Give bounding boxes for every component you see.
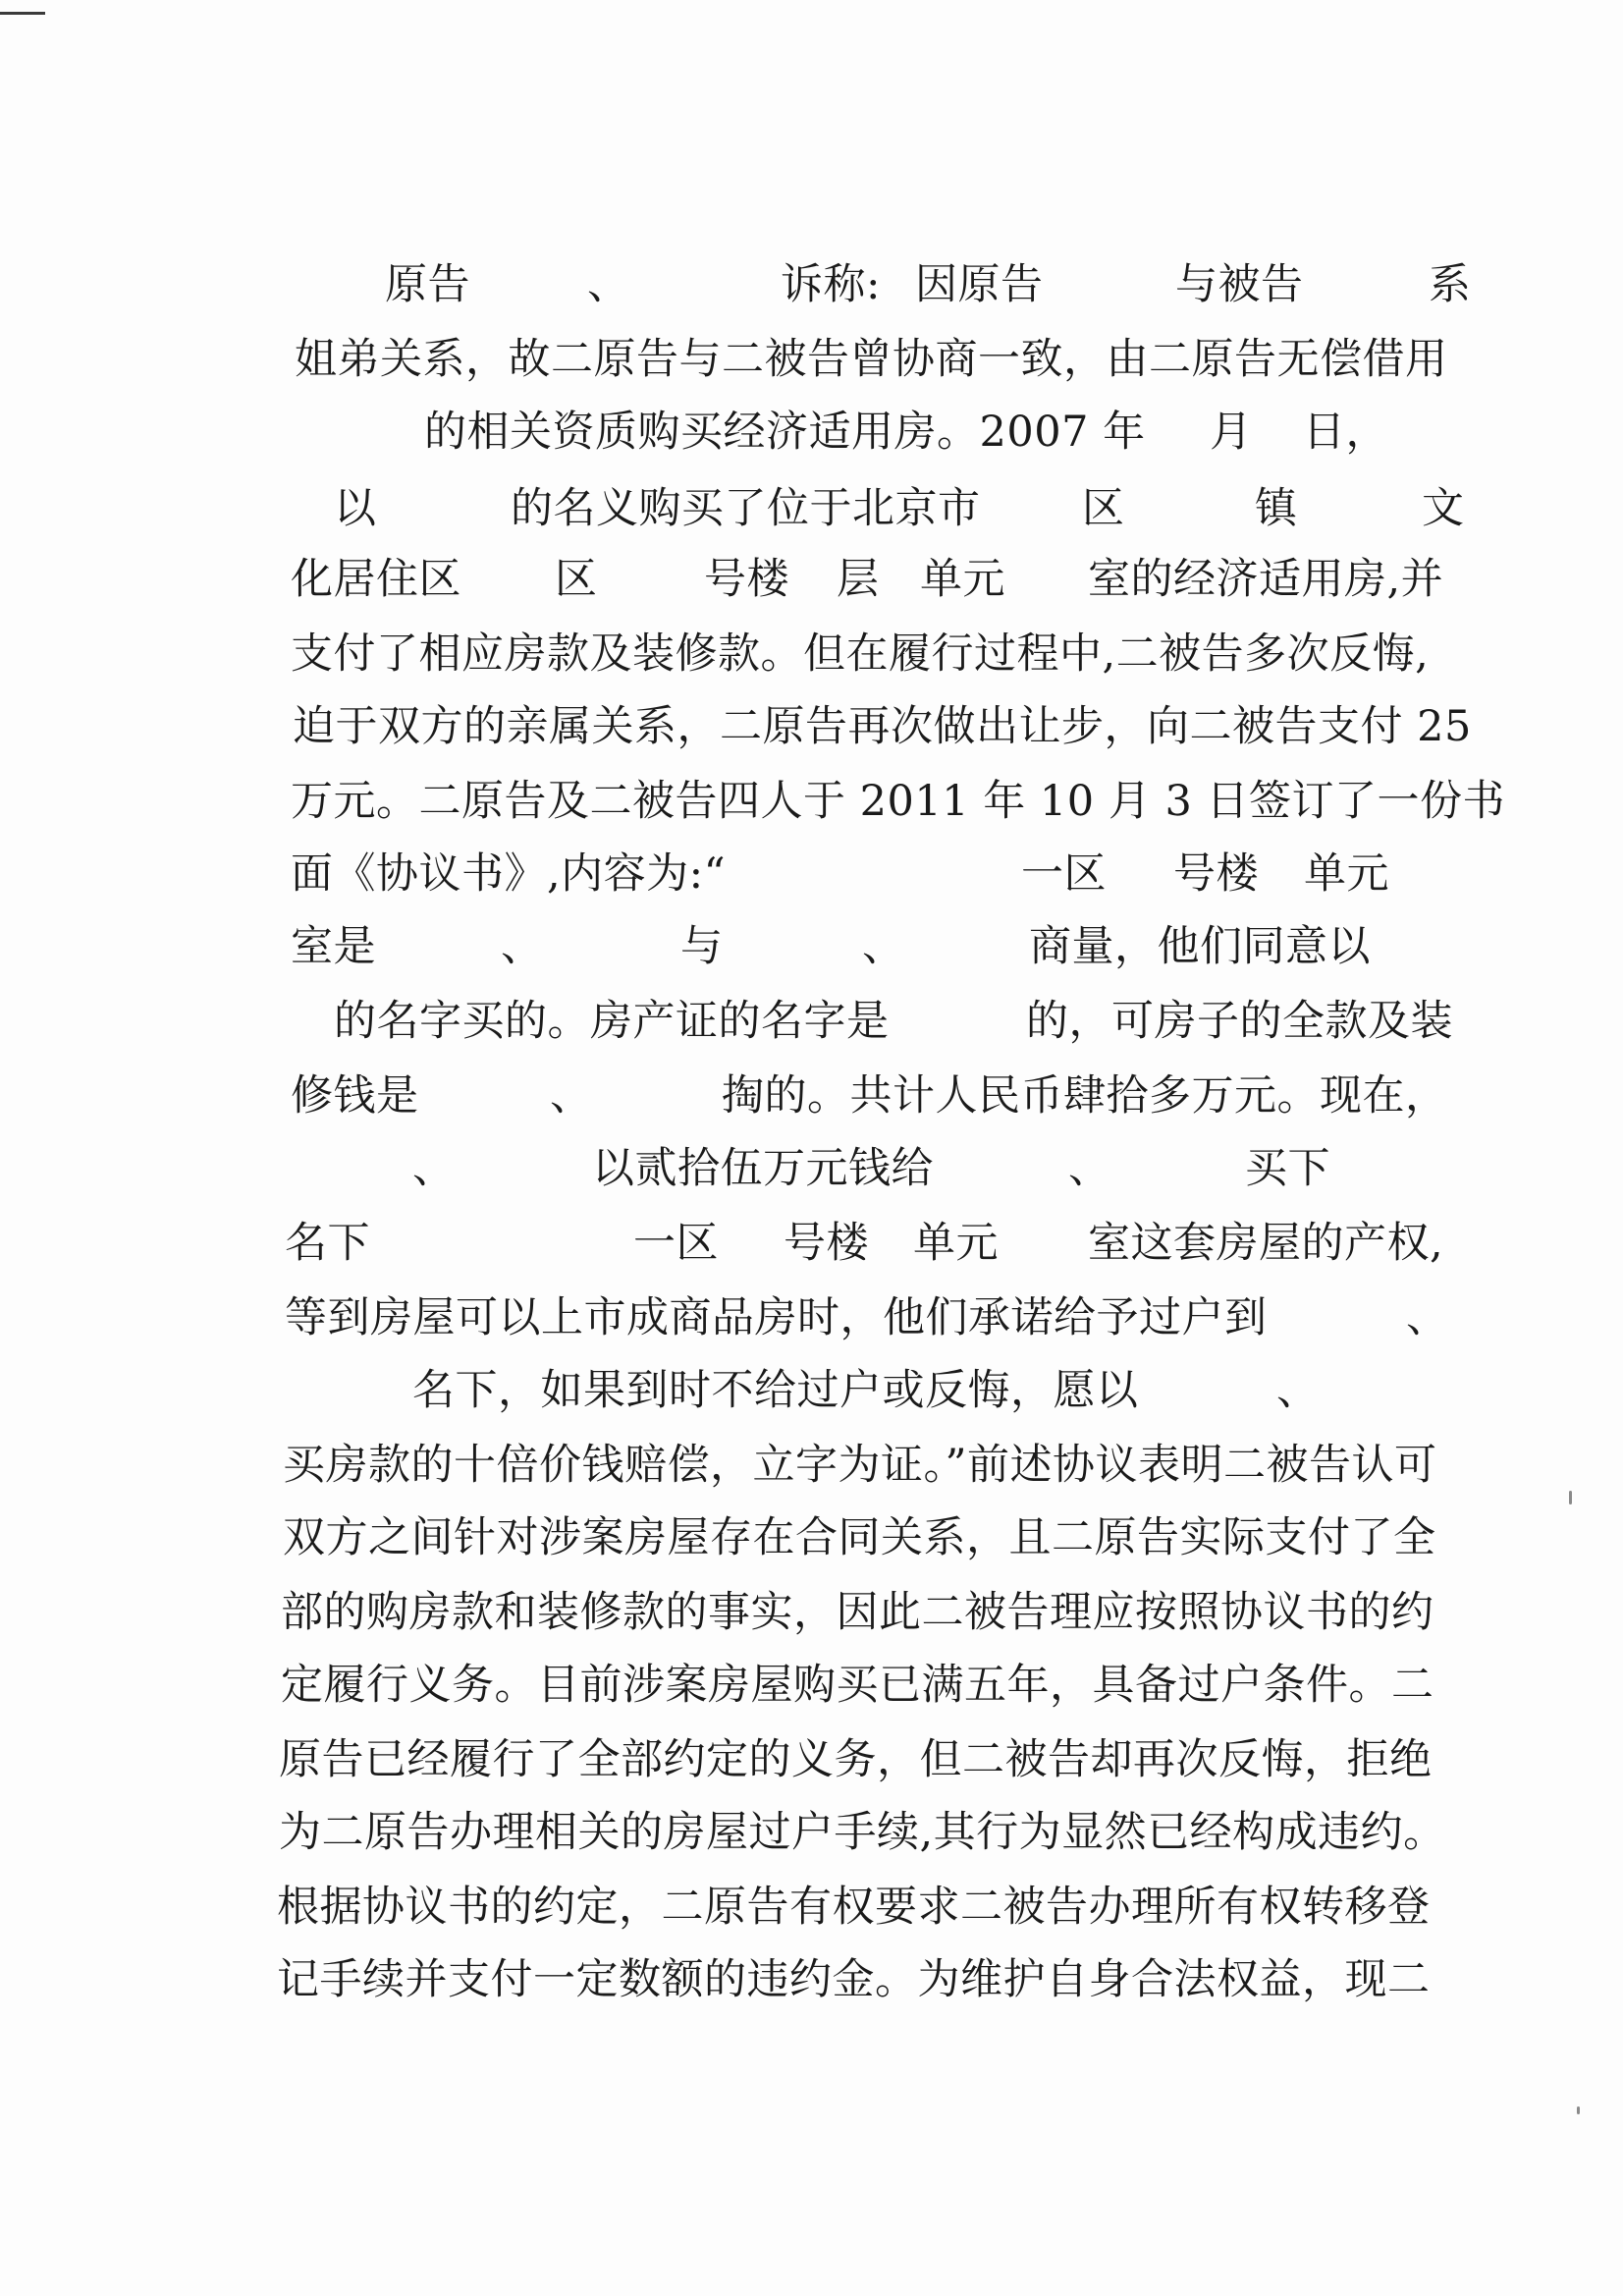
text-segment: 、 [501,922,544,971]
text-segment: 记手续并支付一定数额的违约金。为维护自身合法权益，现二 [277,1955,1431,2004]
text-segment: 万元。二原告及二被告四人于 2011 年 10 月 3 日签订了一份书 [291,777,1506,826]
text-segment: 姐弟关系，故二原告与二被告曾协商一致，由二原告无偿借用 [295,335,1448,384]
text-segment: 面《协议书》,内容为:“ [291,849,727,899]
text-segment: 原告 [385,260,470,309]
text-line [0,255,1623,314]
text-line [0,845,1623,903]
text-segment: 修钱是 [291,1071,419,1121]
text-segment: 迫于双方的亲属关系，二原告再次做出让步，向二被告支付 25 [293,702,1472,751]
text-segment: 、 [1068,1144,1111,1193]
text-segment: 室是 [291,922,376,971]
text-segment: 以 [334,484,377,533]
text-segment: 定履行义务。目前涉案房屋购买已满五年，具备过户条件。二 [281,1661,1434,1710]
text-segment: 月 [1210,408,1253,457]
text-line [0,550,1623,609]
text-line [0,1878,1623,1937]
text-segment: 根据协议书的约定，二原告有权要求二被告办理所有权转移登 [277,1883,1431,1932]
text-segment: 、 [412,1144,456,1193]
text-line [0,1656,1623,1715]
text-segment: 与 [680,922,724,971]
text-segment: 单元 [920,555,1005,604]
text-segment: 区 [555,555,598,604]
text-segment: 的名义购买了位于北京市 [511,484,981,533]
text-segment: 化居住区 [291,555,461,604]
text-line [0,1066,1623,1125]
text-segment: 文 [1422,484,1465,533]
text-line [0,1730,1623,1789]
text-line [0,479,1623,538]
text-segment: 部的购房款和装修款的事实，因此二被告理应按照协议书的约 [281,1588,1434,1637]
text-segment: 号楼 [784,1219,869,1268]
text-line [0,1803,1623,1862]
text-line [0,1288,1623,1347]
text-segment: 等到房屋可以上市成商品房时，他们承诺给予过户到 [285,1293,1268,1342]
text-segment: 层 [837,555,880,604]
text-segment: 的，可房子的全款及装 [1026,997,1453,1046]
text-segment: 、 [587,260,630,309]
text-line [0,1508,1623,1567]
scan-corner-mark [0,12,45,15]
text-segment: 为二原告办理相关的房屋过户手续,其行为显然已经构成违约。 [279,1808,1446,1857]
text-segment: 号楼 [704,555,789,604]
text-line [0,1583,1623,1642]
text-line [0,1361,1623,1420]
text-segment: 、 [550,1071,593,1121]
text-segment: 名下 [285,1219,370,1268]
text-segment: 、 [1406,1293,1449,1342]
text-segment: 一区 [1021,849,1107,899]
text-segment: 买下 [1245,1144,1330,1193]
text-segment: 日， [1303,408,1388,457]
text-segment: 双方之间针对涉案房屋存在合同关系，且二原告实际支付了全 [283,1513,1436,1562]
text-segment: 因原告 [915,260,1044,309]
text-segment: 支付了相应房款及装修款。但在履行过程中,二被告多次反悔, [291,629,1430,679]
text-line [0,1214,1623,1273]
text-segment: 室的经济适用房,并 [1088,555,1444,604]
text-line [0,992,1623,1051]
text-segment: 室这套房屋的产权, [1088,1219,1444,1268]
text-segment: 系 [1429,260,1472,309]
text-line [0,330,1623,389]
text-line [0,403,1623,462]
text-segment: 单元 [913,1219,999,1268]
text-segment: 买房款的十倍价钱赔偿，立字为证。”前述协议表明二被告认可 [283,1441,1437,1490]
text-segment: 号楼 [1173,849,1259,899]
text-line [0,625,1623,683]
text-segment: 区 [1082,484,1125,533]
text-segment: 掏的。共计人民币肆拾多万元。现在， [722,1071,1448,1121]
text-line [0,917,1623,976]
text-line [0,1436,1623,1495]
text-segment: 、 [862,922,905,971]
text-segment: 与被告 [1175,260,1304,309]
text-segment: 的相关资质购买经济适用房。2007 年 [424,408,1146,457]
text-segment: 以贰拾伍万元钱给 [592,1144,934,1193]
text-segment: 原告已经履行了全部约定的义务，但二被告却再次反悔，拒绝 [279,1735,1433,1784]
text-line [0,697,1623,756]
text-segment: 镇 [1255,484,1298,533]
text-segment: 商量，他们同意以 [1029,922,1371,971]
text-segment: 单元 [1304,849,1389,899]
text-line [0,772,1623,831]
text-line [0,1139,1623,1198]
scan-speck [1577,2106,1580,2114]
text-segment: 名下，如果到时不给过户或反悔，愿以 [412,1366,1139,1415]
text-segment: 、 [1276,1366,1320,1415]
text-segment: 一区 [633,1219,719,1268]
text-line [0,1950,1623,2009]
text-segment: 的名字买的。房产证的名字是 [334,997,890,1046]
text-segment: 诉称: [781,260,881,309]
